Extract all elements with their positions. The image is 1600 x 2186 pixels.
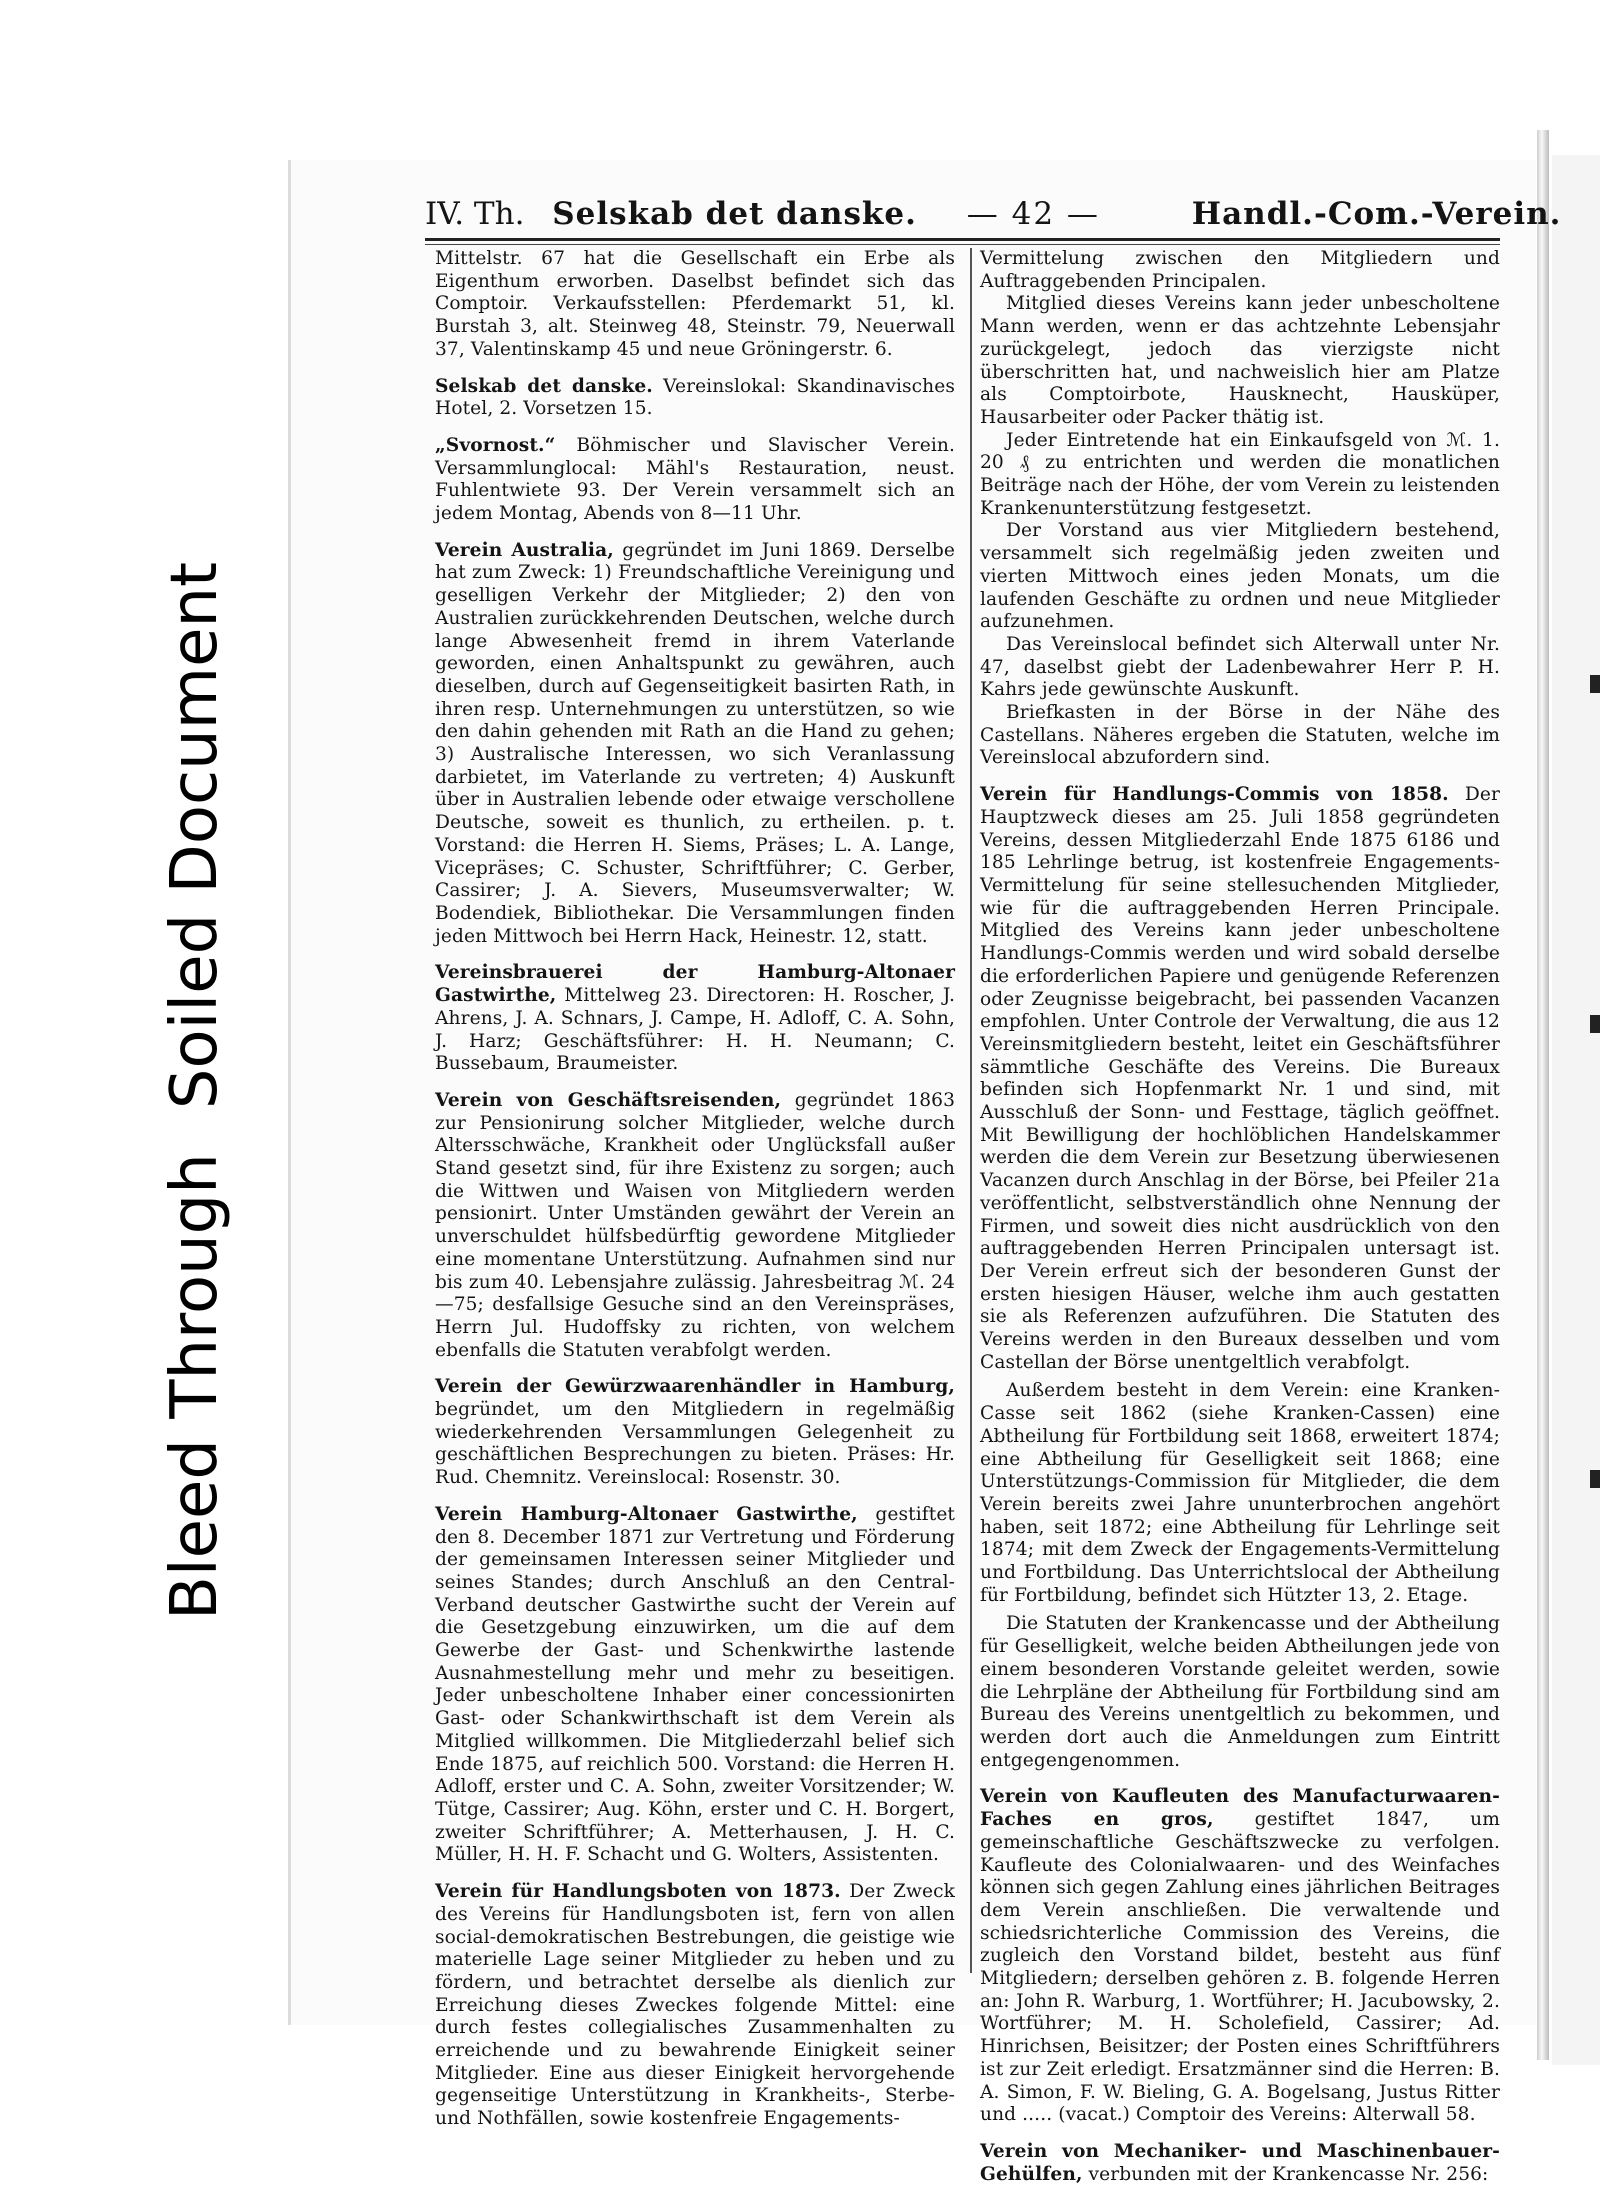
entry-body: Böhmischer und Slavischer Verein. Versammlunglocal: Mähl's Restauration, neust. Fuhlentwiete 93. Der Verein versammelt sich an jedem Montag, Abends von 8—11 Uhr. [435,434,955,525]
header-rule [425,238,1500,241]
column-divider [970,248,972,1973]
paragraph: Mittelstr. 67 hat die Gesellschaft ein Erbe als Eigenthum erworben. Daselbst befindet sich das Comptoir. Verkaufsstellen: Pferdemarkt 51, kl. Burstah 3, alt. Steinweg 48, Steinstr. 79, Neuerwall 37, Valentinskamp 45 und neue Gröningerstr. 6. [435,248,955,360]
entry-body: verbunden mit der Krankencasse Nr. 256: [1082,2163,1489,2185]
entry-title: Verein der Gewürzwaarenhändler in Hamburg, [435,1376,955,1398]
paragraph: Die Statuten der Krankencasse und der Abtheilung für Geselligkeit, welche beiden Abtheilungen jede von einem besonderen Vorstande geleitet werden, sowie die Lehrpläne der Abtheilung für Fortbildung sind am Bureau des Vereins unentgeltlich zu bekommen, und werden dort auch die Anmeldungen zum Eintritt entgegengenommen. [980,1613,1500,1771]
entry-title: Vereinsbrauerei der Hamburg-Altonaer Gastwirthe, [435,962,955,1007]
entry [435,1504,955,1867]
header-society: Selskab det danske. [552,196,917,232]
entry-body: Der Hauptzweck dieses am 25. Juli 1858 gegründeten Vereins, dessen Mitgliederzahl Ende 1875 6186 und 185 Lehrlinge betrug, ist kostenfreie Engagements-Vermittelung für seine stellesuchenden Mitglieder, wie für die auftraggebenden Herren Principale. Mitglied des Vereins kann jeder unbescholtene Handlungs-Commis werden und wird sobald derselbe die erforderlichen Papiere und genügende Referenzen oder Zeugnisse beigebracht, bei passenden Vacanzen empfohlen. Unter Controle der Verwaltung, die aus 12 Vereinsmitgliedern besteht, leitet ein Geschäftsführer sämmtliche Geschäfte des Vereins. Die Bureaux befinden sich Hopfenmarkt Nr. 1 und sind, mit Ausschluß der Sonn- und Festtage, täglich geöffnet. Mit Bewilligung der hochlöblichen Handelskammer werden die dem Verein zur Besetzung überwiesenen Vacanzen durch Anschlag in der Börse, bei Pfeiler 21a veröffentlicht, selbstverständlich ohne Nennung der Firmen, und soweit dies nicht ausdrücklich von den auftraggebenden Herren Principalen untersagt ist. Der Verein erfreut sich der besonderen Gunst der ersten hiesigen Häuser, welche ihm auch gestatten sie als Referenzen aufzuführen. Die Statuten des Vereins werden in den Bureaux desselben und vom Castellan der Börse unentgeltlich verabfolgt. [980,784,1500,1373]
entry-body: gegründet 1863 zur Pensionirung solcher Mitglieder, welche durch Altersschwäche, Krankheit oder Unglücksfall außer Stand gesetzt sind, für ihre Existenz zu sorgen; auch die Wittwen und Waisen von Mitgliedern werden pensionirt. Unter Umständen gewährt der Verein an unverschuldet hülfsbedürftig gewordene Mitglieder eine momentane Unterstützung. Aufnahmen sind nur bis zum 40. Lebensjahre zulässig. Jahresbeitrag ℳ. 24—75; desfallsige Gesuche sind an den Vereinspräses, Herrn Jul. Hudoffsky zu richten, von welchem ebenfalls die Statuten verabfolgt werden. [435,1089,955,1361]
entry-title: Selskab det danske. [435,375,653,397]
paragraph: Außerdem besteht in dem Verein: eine Kranken-Casse seit 1862 (siehe Kranken-Cassen) eine Abtheilung für Fortbildung seit 1868, erweitert 1874; eine Abtheilung für Geselligkeit seit 1868; eine Unterstützungs-Commission für Mitglieder, die dem Verein bereits zwei Jahre ununterbrochen angehört haben, seit 1872; eine Abtheilung für Lehrlinge seit 1874; mit dem Zweck der Engagements-Vermittelung und Fortbildung. Das Unterrichtslocal der Abtheilung für Fortbildung, befindet sich Hützter 13, 2. Etage. [980,1380,1500,1606]
entry-title: Verein für Handlungs-Commis von 1858. [980,784,1449,806]
stamp-bleed-through: Bleed Through [158,1153,232,1620]
entry [435,540,955,949]
entry-body: gegründet im Juni 1869. Derselbe hat zum Zweck: 1) Freundschaftliche Vereinigung und geselligen Verkehr der Mitglieder; 2) den von Australien zurückkehrenden Deutschen, welche durch lange Abwesenheit fremd in ihrem Vaterlande geworden, einen Anhaltspunkt zu gewähren, auch dieselben, durch auf Gegenseitigkeit basirten Rath, in ihren resp. Unternehmungen zu unterstützen, so wie den dahin gehenden mit Rath an die Hand zu gehen; 3) Australische Interessen, wo sich Veranlassung darbietet, im Vaterlande zu vertreten; 4) Auskunft über in Australien lebende oder etwaige verschollene Deutsche, soweit es thunlich, zu ertheilen. p. t. Vorstand: die Herren H. Siems, Präses; L. A. Lange, Vicepräses; C. Schuster, Schriftführer; C. Gerber, Cassirer; J. A. Sievers, Museumsverwalter; W. Bodendiek, Bibliothekar. Die Versammlungen finden jeden Mittwoch bei Herrn Hack, Heinestr. 12, statt. [435,539,955,947]
adjacent-page-mark [1590,1470,1600,1488]
entry-title: Verein von Geschäftsreisenden, [435,1089,782,1111]
page-number: — 42 — [966,196,1100,232]
paragraph: Der Vorstand aus vier Mitgliedern bestehend, versammelt sich regelmäßig jeden zweiten und vierten Mittwoch eines jeden Monats, um die laufenden Geschäfte zu ordnen und neue Mitglieder aufzunehmen. [980,520,1500,633]
entry [435,962,955,1076]
entry-title: Verein von Mechaniker- und Maschinenbauer-Gehülfen, [980,2140,1500,2185]
entry-body: begründet, um den Mitgliedern in regelmäßig wiederkehrenden Versammlungen Gelegenheit zu geschäftlichen Besprechungen zu bieten. Präses: Hr. Rud. Chemnitz. Vereinslocal: Rosenstr. 30. [435,1399,955,1489]
archive-stamp [150,440,240,1620]
entry [980,1786,1500,2127]
paragraph: Vermittelung zwischen den Mitgliedern und Auftraggebenden Principalen. [980,248,1500,292]
paragraph: Mitglied dieses Vereins kann jeder unbescholtene Mann werden, wenn er das achtzehnte Lebensjahr zurückgelegt, jedoch das vierzigste nicht überschritten hat, und nachweislich hier am Platze als Comptoirbote, Hausknecht, Hausküper, Hausarbeiter oder Packer thätig ist. [980,293,1500,428]
entry-body: Der Zweck des Vereins für Handlungsboten ist, fern von allen social-demokratischen Bestrebungen, die geistige wie materielle Lage seiner Mitglieder zu heben und zu fördern, und betrachtet derselbe als dienlich zur Erreichung dieses Zweckes folgende Mittel: eine durch festes collegialisches Zusammenhalten zu erreichende und zu bewahrende Einigkeit seiner Mitglieder. Eine aus dieser Einigkeit hervorgehende gegenseitige Unterstützung in Krankheits-, Sterbe- und Nothfällen, sowie kostenfreie Engagements- [435,1881,955,2130]
header-section: Handl.-Com.-Verein. [1191,196,1562,232]
entry-title: „Svornost.“ [435,434,556,456]
header-rule [425,244,1500,245]
page-edge [1537,130,1549,2060]
paragraph: Briefkasten in der Börse in der Nähe des Castellans. Näheres ergeben die Statuten, welche im Vereinslocal abzufordern sind. [980,702,1500,769]
right-column [980,248,1500,2186]
entry-body: Mittelweg 23. Directoren: H. Roscher, J. Ahrens, J. A. Schnars, J. Campe, H. Adloff, C. A. Sohn, J. Harz; Geschäftsführer: H. H. Neumann; C. Bussebaum, Braumeister. [435,985,955,1075]
adjacent-page-edge [1552,155,1600,2065]
stamp-soiled-document: Soiled Document [158,561,232,1110]
paragraph: Das Vereinslocal befindet sich Alterwall unter Nr. 47, daselbst giebt der Ladenbewahrer Herr P. H. Kahrs jede gewünschte Auskunft. [980,633,1500,701]
entry-title: Verein für Handlungsboten von 1873. [435,1881,841,1903]
entry-body: gestiftet 1847, um gemeinschaftliche Geschäftszwecke zu verfolgen. Kaufleute des Colonialwaaren- und des Weinfaches können sich gegen Zahlung eines jährlichen Beitrages dem Verein anschließen. Die verwaltende und schiedsrichterliche Commission des Vereins, die zugleich den Vorstand bildet, besteht aus fünf Mitgliedern; derselben gehören z. B. folgende Herren an: John R. Warburg, 1. Wortführer; H. Jacubowsky, 2. Wortführer; M. H. Scholefield, Cassirer; Ad. Hinrichsen, Beisitzer; der Posten eines Schriftführers ist zur Zeit erledigt. Ersatzmänner sind die Herren: B. A. Simon, F. W. Bieling, G. A. Bogelsang, Justus Ritter und ..... (vacat.) Comptoir des Vereins: Alterwall 58. [980,1809,1500,2126]
left-column [435,248,955,2131]
entry [435,1090,955,1362]
running-header [425,192,1562,236]
entry [980,784,1500,1374]
entry-title: Verein von Kaufleuten des Manufacturwaaren-Faches en gros, [980,1786,1500,1831]
adjacent-page-mark [1590,675,1600,693]
entry-body: Vereinslokal: Skandinavisches Hotel, 2. Vorsetzen 15. [435,375,955,420]
entry [435,1376,955,1490]
paragraph: Jeder Eintretende hat ein Einkaufsgeld von ℳ. 1. 20 ₰ zu entrichten und werden die monatlichen Beiträge nach der Höhe, der vom Verein zu leistenden Krankenunterstützung festgesetzt. [980,429,1500,519]
entry-title: Verein Australia, [435,539,614,561]
entry-title: Verein Hamburg-Altonaer Gastwirthe, [435,1503,858,1525]
entry [435,1881,955,2131]
entry-body: gestiftet den 8. December 1871 zur Vertretung und Förderung der gemeinsamen Interessen seiner Mitglieder und seines Standes; durch Anschluß an den Central-Verband deutscher Gastwirthe sucht der Verein auf die Gesetzgebung einzuwirken, um die auf dem Gewerbe der Gast- und Schenkwirthe lastende Ausnahmestellung mehr und mehr zu beseitigen. Jeder unbescholtene Inhaber einer concessionirten Gast- oder Schankwirthschaft ist dem Verein als Mitglied willkommen. Die Mitgliederzahl belief sich Ende 1875, auf reichlich 500. Vorstand: die Herren H. Adloff, erster und C. A. Sohn, zweiter Vorsitzender; W. Tütge, Cassirer; Aug. Köhn, erster und C. H. Borgert, zweiter Schriftführer; A. Metterhausen, J. H. C. Müller, H. H. F. Schacht und G. Wolters, Assistenten. [435,1503,955,1866]
header-part: IV. Th. [425,196,525,232]
entry [435,435,955,526]
entry [980,2141,1500,2186]
adjacent-page-mark [1590,1015,1600,1033]
entry [435,376,955,421]
